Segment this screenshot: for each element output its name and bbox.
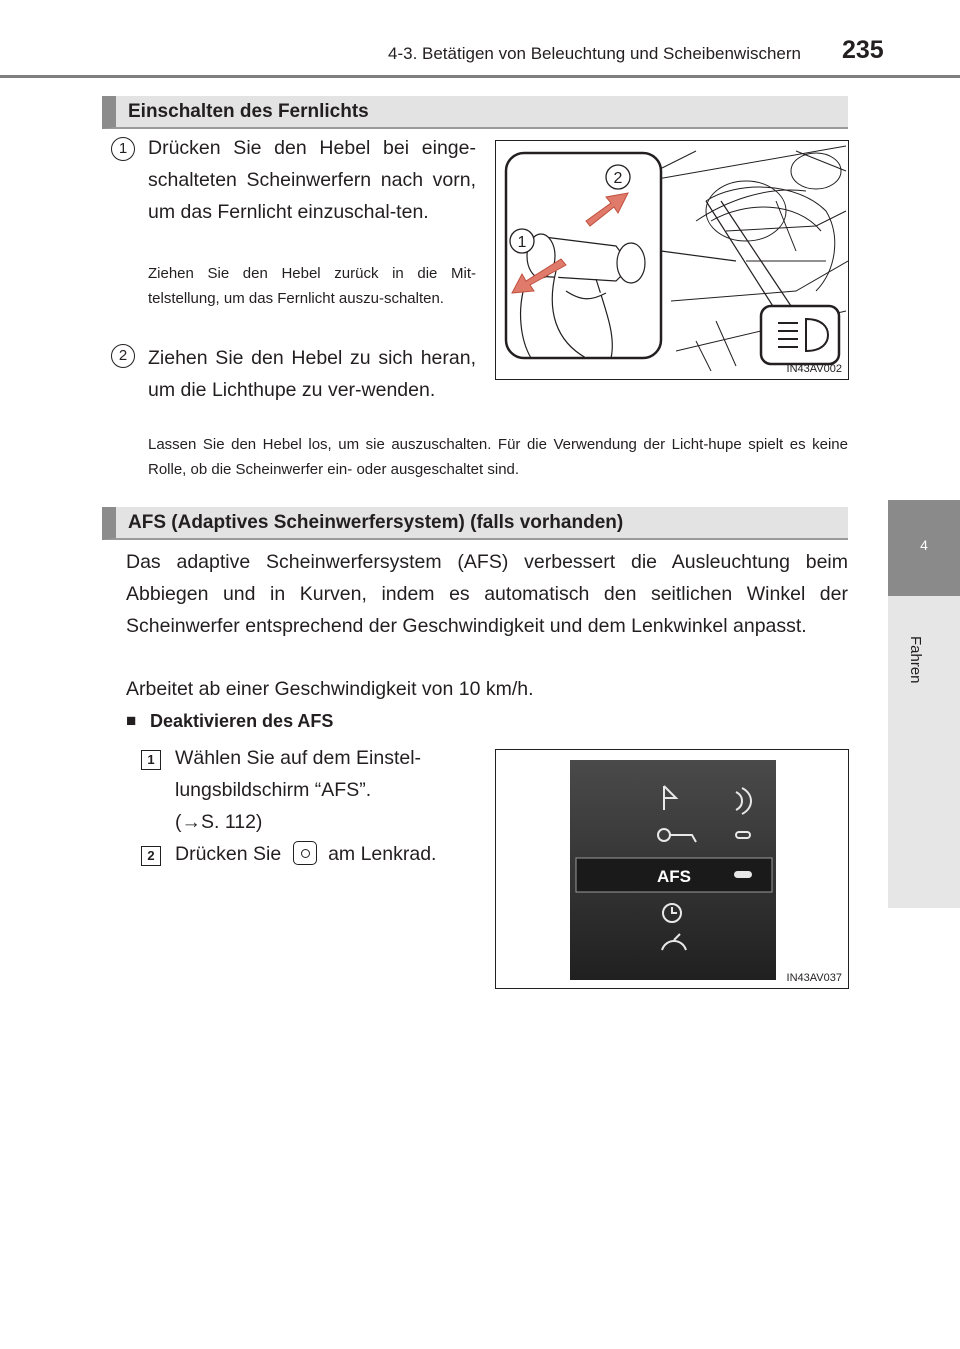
chapter-tab-label: Fahren xyxy=(907,636,924,684)
figure-code-2: IN43AV037 xyxy=(786,972,842,984)
steering-switch-icon xyxy=(293,841,317,865)
figure-callout-2: 2 xyxy=(613,170,623,187)
figure-headlight-lever xyxy=(495,140,849,380)
figure-callout-1: 1 xyxy=(517,234,527,251)
afs-step-2-after: am Lenkrad. xyxy=(328,843,437,865)
section-heading-afs: AFS (Adaptives Scheinwerfersystem) (falls vorhanden) xyxy=(102,507,848,540)
step-1-text: Drücken Sie den Hebel bei einge-schalteten Scheinwerfern nach vorn, um das Fernlicht einzuschal-ten. xyxy=(148,137,476,223)
step-1-note: Ziehen Sie den Hebel zurück in die Mit-telstellung, um das Fernlicht auszu-schalten. xyxy=(148,265,476,307)
header-rule xyxy=(0,75,960,78)
afs-speed-note: Arbeitet ab einer Geschwindigkeit von 10 km/h. xyxy=(126,678,534,700)
afs-step-number-2: 2 xyxy=(141,846,161,866)
step-2-text: Ziehen Sie den Hebel zu sich heran, um die Lichthupe zu ver-wenden. xyxy=(148,347,476,401)
step-number-1: 1 xyxy=(111,137,135,161)
afs-step-number-1: 1 xyxy=(141,750,161,770)
settings-screen-illustration xyxy=(496,750,849,989)
afs-step-2-before: Drücken Sie xyxy=(175,843,282,865)
afs-step-1-line-2: lungsbildschirm “AFS”. xyxy=(175,779,372,801)
subheading-deactivate-afs: Deaktivieren des AFS xyxy=(150,711,334,731)
lever-illustration xyxy=(496,141,849,380)
chapter-tab-label-bg xyxy=(888,596,960,908)
section-1-note: Lassen Sie den Hebel los, um sie auszuschalten. Für die Verwendung der Licht-hupe spielt es keine Rolle, ob die Scheinwerfer ein- oder ausgeschaltet sind. xyxy=(148,436,848,478)
chapter-tab-number: 4 xyxy=(920,537,928,553)
figure-code-1: IN43AV002 xyxy=(786,363,842,375)
step-number-2: 2 xyxy=(111,344,135,368)
afs-step-1-reference: (→S. 112) xyxy=(175,811,263,833)
afs-step-1-line-1: Wählen Sie auf dem Einstel- xyxy=(175,747,422,769)
afs-description: Das adaptive Scheinwerfersystem (AFS) verbessert die Ausleuchtung beim Abbiegen und in Kurven, indem es automatisch den seitlichen Winkel der Scheinwerfer entsprechend der Geschwindigkeit und dem Lenkwinkel anpasst. xyxy=(126,551,848,637)
afs-menu-label: AFS xyxy=(657,867,691,886)
subheading-marker: ■ xyxy=(126,711,137,730)
afs-step-2-text xyxy=(175,838,436,870)
section-heading-high-beam: Einschalten des Fernlichts xyxy=(102,96,848,129)
chapter-title: 4-3. Betätigen von Beleuchtung und Scheibenwischern xyxy=(388,44,802,63)
page-number: 235 xyxy=(842,36,884,64)
figure-settings-screen xyxy=(495,749,849,989)
